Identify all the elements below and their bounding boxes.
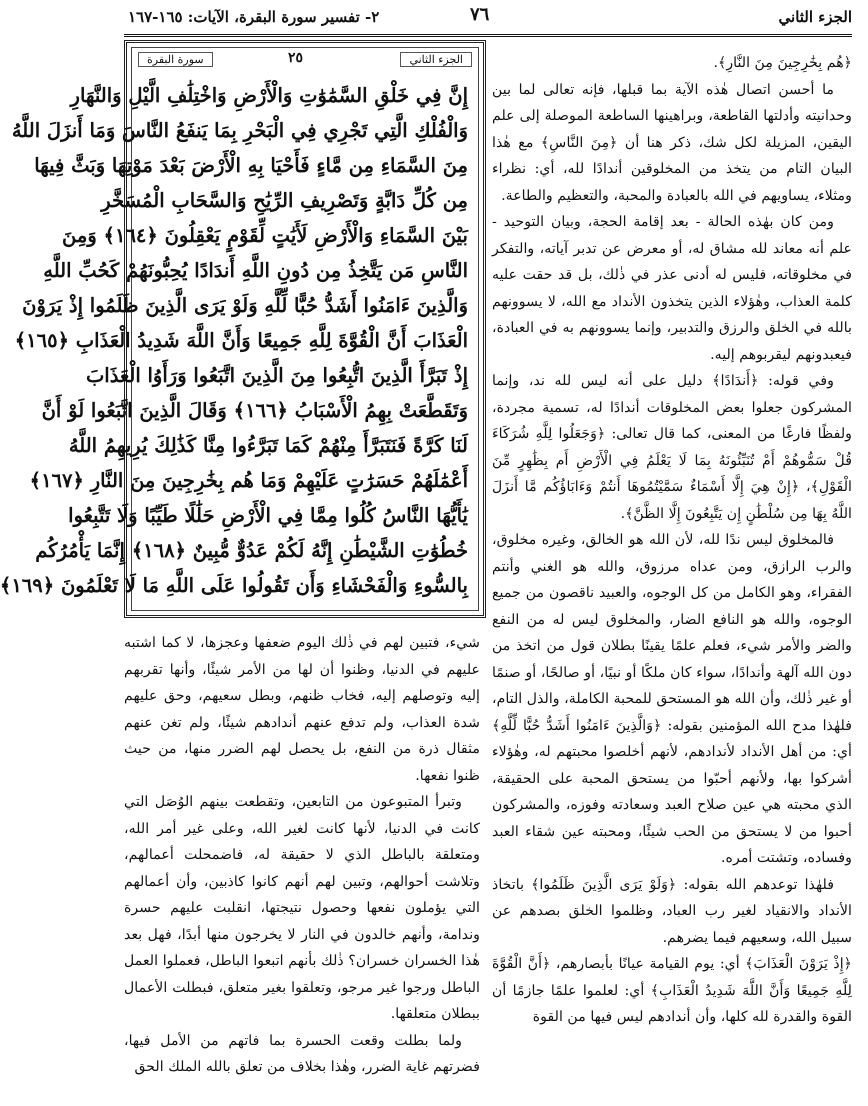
quran-line: لَنَا كَرَّةً فَنَتَبَرَّأَ مِنْهُمْ كَمَا تَبَرَّءُوا مِنَّا كَذَٰلِكَ يُرِيهِمُ اللَّهُ: [68, 434, 468, 457]
paragraph: ﴿هُم بِخَٰرِجِينَ مِنَ النَّارِ﴾.: [713, 55, 852, 71]
paragraph: ومن كان بهٰذه الحالة - بعد إقامة الحجة، وبيان التوحيد - علم أنه معاند لله مشاق له، أو معرض عن تدبر آياته، والتفكر في مخلوقاته، فليس له أدنى عذر في ذٰلك، بل قد حقت عليه كلمة العذاب، وهٰؤلاء الذين يتخذون الأنداد مع الله، لا يسوونهم بالله في الخلق والرزق والتدبير، وإنما يسوونهم به في العبادة، فيعبدونهم ليقربوهم إليه.: [492, 214, 852, 363]
mushaf-page-number: ٢٥: [288, 50, 304, 66]
quran-line: بِالسُّوءِ وَالْفَحْشَاءِ وَأَن تَقُولُوا عَلَى اللَّهِ مَا لَا تَعْلَمُونَ ﴿١٦٩﴾: [0, 574, 468, 597]
quran-line: وَتَقَطَّعَتْ بِهِمُ الْأَسْبَابُ ﴿١٦٦﴾ وَقَالَ الَّذِينَ اتَّبَعُوا لَوْ أَنَّ: [41, 399, 468, 422]
quran-line: خُطُوَٰتِ الشَّيْطَٰنِ إِنَّهُ لَكُمْ عَدُوٌّ مُّبِينٌ ﴿١٦٨﴾ إِنَّمَا يَأْمُرُكُم: [35, 539, 468, 562]
quran-page-inner: [0, 47, 479, 611]
quran-page-frame: [0, 40, 486, 618]
paragraph: وتبرأ المتبوعون من التابعين، وتقطعت بينهم الوُصَل التي كانت في الدنيا، لأنها كانت لغير الله، وعلى غير أمر الله، ومتعلقة بالباطل الذي لا حقيقة له، فاضمحلت أعمالهم، وتلاشت أحوالهم، وتبين لهم أنهم كانوا كاذبين، وأن أعمالهم التي يؤملون نفعها وحصول نتيجتها، انقلبت عليهم حسرة وندامة، وأنهم خالدون في النار لا يخرجون منها أبدًا، فهل بعد هٰذا الخسران خسران؟ ذٰلك بأنهم اتبعوا الباطل، فعملوا العمل الباطل ورجوا غير مرجو، وتعلقوا بغير متعلق، فبطلت الأعمال ببطلان متعلقها.: [124, 794, 480, 1022]
paragraph: فلهٰذا توعدهم الله بقوله: ﴿وَلَوْ يَرَى الَّذِينَ ظَلَمُوا﴾ باتخاذ الأنداد والانقياد لغير رب العباد، وظلموا الخلق بصدهم عن سبيل الله، وسعيهم فيما يضرهم.: [492, 876, 852, 946]
commentary-right-column: [492, 50, 852, 1031]
surah-label: سورة البقرة: [138, 52, 213, 67]
quran-page-top-bar: [138, 50, 472, 72]
running-head-section: ٢- تفسير سورة البقرة، الآيات: ١٦٥-١٦٧: [128, 8, 380, 26]
page-number: ٧٦: [470, 4, 490, 25]
running-head-part: الجزء الثاني: [778, 8, 852, 26]
juz-label: الجزء الثاني: [400, 52, 472, 67]
paragraph: فالمخلوق ليس ندًا لله، لأن الله هو الخالق، وغيره مخلوق، والرب الرازق، ومن عداه مرزوق، والله هو الغني وأنتم الفقراء، وهو الكامل من كل الوجوه، والعبيد ناقصون من جميع الوجوه، والله هو النافع الضار، والمخلوق ليس له من النفع والضر والأمر شيء، فعلم علمًا يقينًا بطلان قول من اتخذ من دون الله آلهة وأندادًا، سواء كان ملكًا أو نبيًا، أو صالحًا، أو صنمًا أو غير ذٰلك، وأن الله هو المستحق للمحبة الكاملة، والذل التام، فلهٰذا مدح الله المؤمنين بقوله: ﴿وَالَّذِينَ ءَامَنُوا أَشَدُّ حُبًّا لِّلَّهِ﴾ أي: من أهل الأنداد لأندادهم، لأنهم أخلصوا محبتهم له، وهٰؤلاء أشركوا بها، ولأنهم أحبّوا من يستحق المحبة على الحقيقة، الذي محبته هي عين صلاح العبد وسعادته وفوزه، والمشركون أحبوا من لا يستحق من الحب شيئًا، ومحبته عين شقاء العبد وفساده، وتشتت أمره.: [492, 532, 852, 866]
paragraph: ما أحسن اتصال هٰذه الآية بما قبلها، فإنه تعالى لما بين وحدانيته وأدلتها القاطعة، وبراهينها الساطعة الموصلة إلى علم اليقين، المزيلة لكل شك، ذكر هنا أن ﴿مِنَ النَّاسِ﴾ مع هٰذا البيان التام من يتخذ من المخلوقين أندادًا لله، أي: نظراء ومثلاء، يساويهم في الله بالعبادة والمحبة، والتعظيم والطاعة.: [492, 81, 852, 204]
quran-line: وَالَّذِينَ ءَامَنُوا أَشَدُّ حُبًّا لِّلَّهِ وَلَوْ يَرَى الَّذِينَ ظَلَمُوا إِذْ يَرَوْنَ: [22, 294, 468, 317]
quran-line: بَيْنَ السَّمَاءِ وَالْأَرْضِ لَأَيَٰتٍ لِّقَوْمٍ يَعْقِلُونَ ﴿١٦٤﴾ وَمِنَ: [62, 224, 468, 247]
paragraph: شيء، فتبين لهم في ذٰلك اليوم ضعفها وعجزها، لا كما اشتبه عليهم في الدنيا، وظنوا أن لها من الأمر شيئًا، وأنها تقربهم إليه وتوصلهم إليه، فخاب ظنهم، وبطل سعيهم، وحق عليهم شدة العذاب، ولم تدفع عنهم أندادهم شيئًا، ولم تغن عنهم مثقال ذرة من النفع، بل يحصل لهم الضرر منها، من حيث ظنوا نفعها.: [124, 635, 480, 784]
quran-line: الْعَذَابَ أَنَّ الْقُوَّةَ لِلَّهِ جَمِيعًا وَأَنَّ اللَّهَ شَدِيدُ الْعَذَابِ ﴿١٦٥﴾: [14, 329, 468, 352]
paragraph: ولما بطلت وقعت الحسرة بما فاتهم من الأمل فيها، فضرتهم غاية الضرر، وهٰذا بخلاف من تعلق بالله الملك الحق: [124, 1032, 480, 1075]
quran-line: مِنَ السَّمَاءِ مِن مَّاءٍ فَأَحْيَا بِهِ الْأَرْضَ بَعْدَ مَوْتِهَا وَبَثَّ فِيهَا: [34, 154, 468, 177]
quran-line: إِنَّ فِي خَلْقِ السَّمَٰوَٰتِ وَالْأَرْضِ وَاخْتِلَٰفِ الَّيْلِ وَالنَّهَارِ: [70, 84, 468, 107]
commentary-left-column: [124, 630, 480, 1081]
paragraph: ﴿إِذْ يَرَوْنَ الْعَذَابَ﴾ أي: يوم القيامة عيانًا بأبصارهم، ﴿أَنَّ الْقُوَّةَ لِلَّهِ جَمِيعًا وَأَنَّ اللَّهَ شَدِيدُ الْعَذَابِ﴾ أي: لعلموا علمًا جازمًا أن القوة والقدرة لله كلها، وأن أندادهم ليس فيها من القوة: [492, 956, 852, 1025]
quran-line: إِذْ تَبَرَّأَ الَّذِينَ اتُّبِعُوا مِنَ الَّذِينَ اتَّبَعُوا وَرَأَوُا الْعَذَابَ: [85, 364, 468, 387]
quran-line: وَالْفُلْكِ الَّتِي تَجْرِي فِي الْبَحْرِ بِمَا يَنفَعُ النَّاسَ وَمَا أَنزَلَ اللَّهُ: [11, 119, 468, 142]
quran-line: أَعْمَٰلَهُمْ حَسَرَٰتٍ عَلَيْهِمْ وَمَا هُم بِخَٰرِجِينَ مِنَ النَّارِ ﴿١٦٧﴾: [29, 469, 468, 492]
quran-line: يَٰأَيُّهَا النَّاسُ كُلُوا مِمَّا فِي الْأَرْضِ حَلَٰلًا طَيِّبًا وَلَا تَتَّبِعُوا: [68, 504, 468, 527]
quran-verses: [0, 78, 468, 603]
paragraph: وفي قوله: ﴿أَندَادًا﴾ دليل على أنه ليس لله ند، وإنما المشركون جعلوا بعض المخلوقات أندادًا له، تسمية مجردة، ولفظًا فارغًا من المعنى، كما قال تعالى: ﴿وَجَعَلُوا لِلَّهِ شُرَكَاءَ قُلْ سَمُّوهُمْ أَمْ تُنَبِّئُونَهُ بِمَا لَا يَعْلَمُ فِي الْأَرْضِ أَم بِظَٰهِرٍ مِّنَ الْقَوْلِ﴾، ﴿إِنْ هِيَ إِلَّا أَسْمَاءٌ سَمَّيْتُمُوهَا أَنتُمْ وَءَابَاؤُكُم مَّا أَنزَلَ اللَّهُ بِهَا مِن سُلْطَٰنٍ إِن يَتَّبِعُونَ إِلَّا الظَّنَّ﴾.: [492, 373, 852, 522]
quran-line: النَّاسِ مَن يَتَّخِذُ مِن دُونِ اللَّهِ أَندَادًا يُحِبُّونَهُمْ كَحُبِّ اللَّهِ: [43, 259, 468, 282]
quran-line: مِن كُلِّ دَابَّةٍ وَتَصْرِيفِ الرِّيَٰحِ وَالسَّحَابِ الْمُسَخَّرِ: [101, 189, 468, 212]
header-divider: [124, 34, 852, 37]
